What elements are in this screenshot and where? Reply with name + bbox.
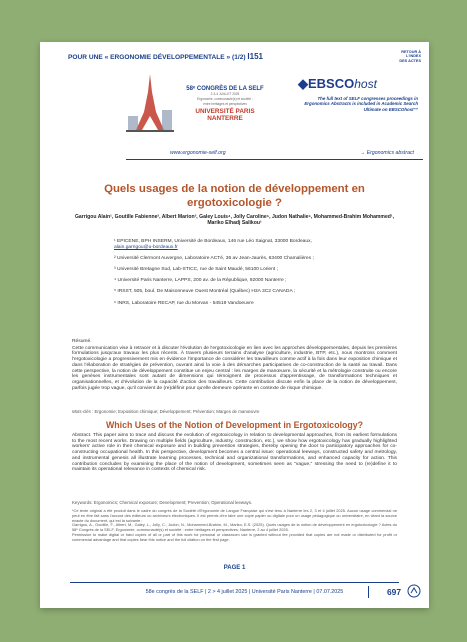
resume-text: Cette communication vise à retracer et à discuter l'évolution de l'ergotoxicologie en lien avec les approches développementales, depuis les premières formulations jusqu'aux travaux les plus récents. À travers plusieurs terrains d'analyse (agriculture, industrie, BTP, etc.), nous montrons comment l'ergotoxicologie a progressivement mis en évidence l'importance de considérer les travailleurs comme actif à la fois dans leur exposition chimique et dans l'élaboration de stratégies de prévention, ouvrant ainsi la voie à des démarches participatives de co-construction de la santé au travail. Dans cette perspective, la notion de développement constitue un enjeu central : les marges de manœuvre, la sécurité et la métrologie construite ou encore les genèses instrumentales sont autant de dimensions qui témoignent de processus d'apprentissage, de transformations techniques et organisationnelles, et d'évolution de la capacité d'action des travailleurs. Cette contribution discute enfin la place de la notion de développement, parfois jugée trop vague, qu'il convient de (re)définir pour qu'elle demeure opérante en contexte de risque chimique. bbox=[72, 345, 397, 391]
website-link[interactable]: www.ergonomie-self.org bbox=[170, 150, 226, 156]
university-name: UNIVERSITÉ PARIS NANTERRE bbox=[195, 108, 255, 123]
back-to-index-link[interactable]: RETOUR À L'INDEX DES ACTES bbox=[399, 50, 421, 63]
congress-title: 58ᵉ CONGRÈS DE LA SELF bbox=[186, 86, 264, 92]
footer-separator bbox=[368, 586, 369, 598]
page-marker: PAGE 1 bbox=[223, 565, 246, 571]
congress-info bbox=[180, 86, 270, 122]
resume-section bbox=[72, 339, 397, 391]
page-number: 697 bbox=[387, 587, 401, 597]
document-page bbox=[40, 42, 429, 608]
note-2: Garrigou, A., Goutille, F., Albert, M., Galey, L., Jolly, C., Judon, N., Mohammed-Brahim, M., Mariko, E.S. (2025). Quels usages de la notion de développement en ergotoxicologie ? Actes du 58ᵉ Congrès de la SELF, Ergonomie, communauté(s) et société : entre héritages et perspectives, Nanterre, 2 au 4 juillet 2025. bbox=[72, 522, 397, 533]
footer-text: 58e congrès de la SELF | 2 > 4 juillet 2025 | Université Paris Nanterre | 07.07.2025 bbox=[145, 589, 344, 595]
note-3: Permission to make digital or hard copies of all or part of this work for personal or classroom use is granted without fee provided that copies are not made or distributed for profit or commercial advantage and that copies bear this notice and the full citation on the first page. bbox=[72, 531, 397, 542]
ebsco-block bbox=[298, 76, 418, 112]
header-page-label: I151 bbox=[247, 52, 263, 61]
abstract-text: Abstract. This paper aims to trace and discuss the evolution of ergotoxicology in relation to developmental approaches, from its earliest formulations to the most recent works. Drawing on multiple fields (agriculture, industry, construction, etc.), we show how ergotoxicology has gradually highlighted workers' active role in their chemical exposure and in building prevention strategies, thereby opening the door to participatory approaches for co-constructing occupational health. In this perspective, development becomes a central issue: operational leeways, constructed safety and metrology, and instrumental genesis all illustrate learning processes, technical and organizational transformations, and enhanced capacity for action. This contribution concludes by examining the place of the notion of development, sometimes seen as "vague," stressing the need to (re)define it to maintain its operational relevance in contexts of chemical risk. bbox=[72, 433, 397, 473]
copyright-notes bbox=[72, 509, 397, 543]
note-1: *Ce texte original a été produit dans le cadre du congrès de la Société d'Ergonomie de Langue Française qui s'est tenu à Nanterre les 2, 3 et 4 juillet 2025. Aucun usage commercial ne peut en être fait sans l'accord des éditeurs ou archiveurs électroniques. Il est permis d'en faire une copie papier ou digitale pour un usage pédagogique ou universitaire, en citant la source exacte du document, qui est la suivante : bbox=[72, 508, 397, 523]
affiliation-1: ¹ EPICENE, BPH INSERM, Université de Bordeaux, 146 rue Léo Saignat, 33000 Bordeaux, alain.garrigou@u-bordeaux.fr bbox=[114, 239, 399, 250]
ebsco-description: The full text of SELF congresses proceedings in Ergonomics Abstracts is included in Academic Search Ultimate on EBSCOhost™ bbox=[304, 96, 418, 112]
eiffel-tower-icon bbox=[126, 72, 174, 132]
authors: Garrigou Alain¹, Goutille Fabienne², Albert Marion³, Galey Louis⁴, Jolly Caroline⁵, Judon Nathalie⁶, Mohammed-Brahim Mohammed¹, Mariko Elhadj Salikou¹ bbox=[74, 214, 395, 227]
affiliation-6: ⁶ INRS, Laboratoire RECAP, rue du Morvan - 54519 Vandoeuvre bbox=[114, 300, 254, 306]
self-logo-icon bbox=[407, 584, 421, 598]
ebsco-mark-icon: ◆ bbox=[298, 76, 308, 91]
affiliation-4: ⁴ Université Paris Nanterre, LAPPS, 200 av. de la République, 92000 Nanterre ; bbox=[114, 278, 287, 284]
running-title: POUR UNE « ERGONOMIE DÉVELOPPEMENTALE » (1/2) I151 bbox=[68, 52, 263, 61]
congress-dates: 2-3-4 JUILLET 2025 bbox=[210, 92, 240, 96]
author-email-link[interactable]: alain.garrigou@u-bordeaux.fr bbox=[114, 244, 178, 250]
mots-cles: Mots-clés : Ergonomie; Exposition chimique; Développement; Prévention; Marges de manœuvre bbox=[72, 409, 260, 414]
affiliations bbox=[114, 239, 399, 312]
page-header bbox=[54, 50, 421, 64]
congress-theme-1: Ergonomie, communauté(s) et société : bbox=[197, 96, 253, 101]
affiliation-5: ⁵ IRSST, 505, boul. De Maisonneuve Ouest Montréal (Québec) H3A 3C2 CANADA ; bbox=[114, 289, 296, 295]
divider bbox=[126, 159, 423, 160]
resume-label: Résumé. bbox=[72, 339, 92, 344]
congress-theme-2: entre héritages et perspectives bbox=[203, 101, 247, 106]
article-title-fr: Quels usages de la notion de développement en ergotoxicologie ? bbox=[104, 183, 365, 209]
article-title-en: Which Uses of the Notion of Development in Ergotoxicology? bbox=[105, 420, 364, 430]
affiliation-3: ³ Université Bretagne Sud, Lab-STICC, rue de Saint Maudé, 56100 Lorient ; bbox=[114, 266, 278, 272]
ebsco-logo: ◆EBSCOhost bbox=[298, 76, 377, 91]
keywords: Keywords: Ergonomics; Chemical exposure; Development; Prevention; Operational leeways. bbox=[72, 500, 253, 505]
affiliation-2: ² Université Clermont Auvergne, Laboratoire ACTé, 36 av Jean-Jaurès, 63400 Chamalières ; bbox=[114, 255, 314, 261]
footer-divider bbox=[70, 582, 399, 583]
ergonomics-abstract-link[interactable]: → Ergonomics abstract bbox=[360, 150, 414, 156]
congress-banner bbox=[126, 70, 424, 148]
